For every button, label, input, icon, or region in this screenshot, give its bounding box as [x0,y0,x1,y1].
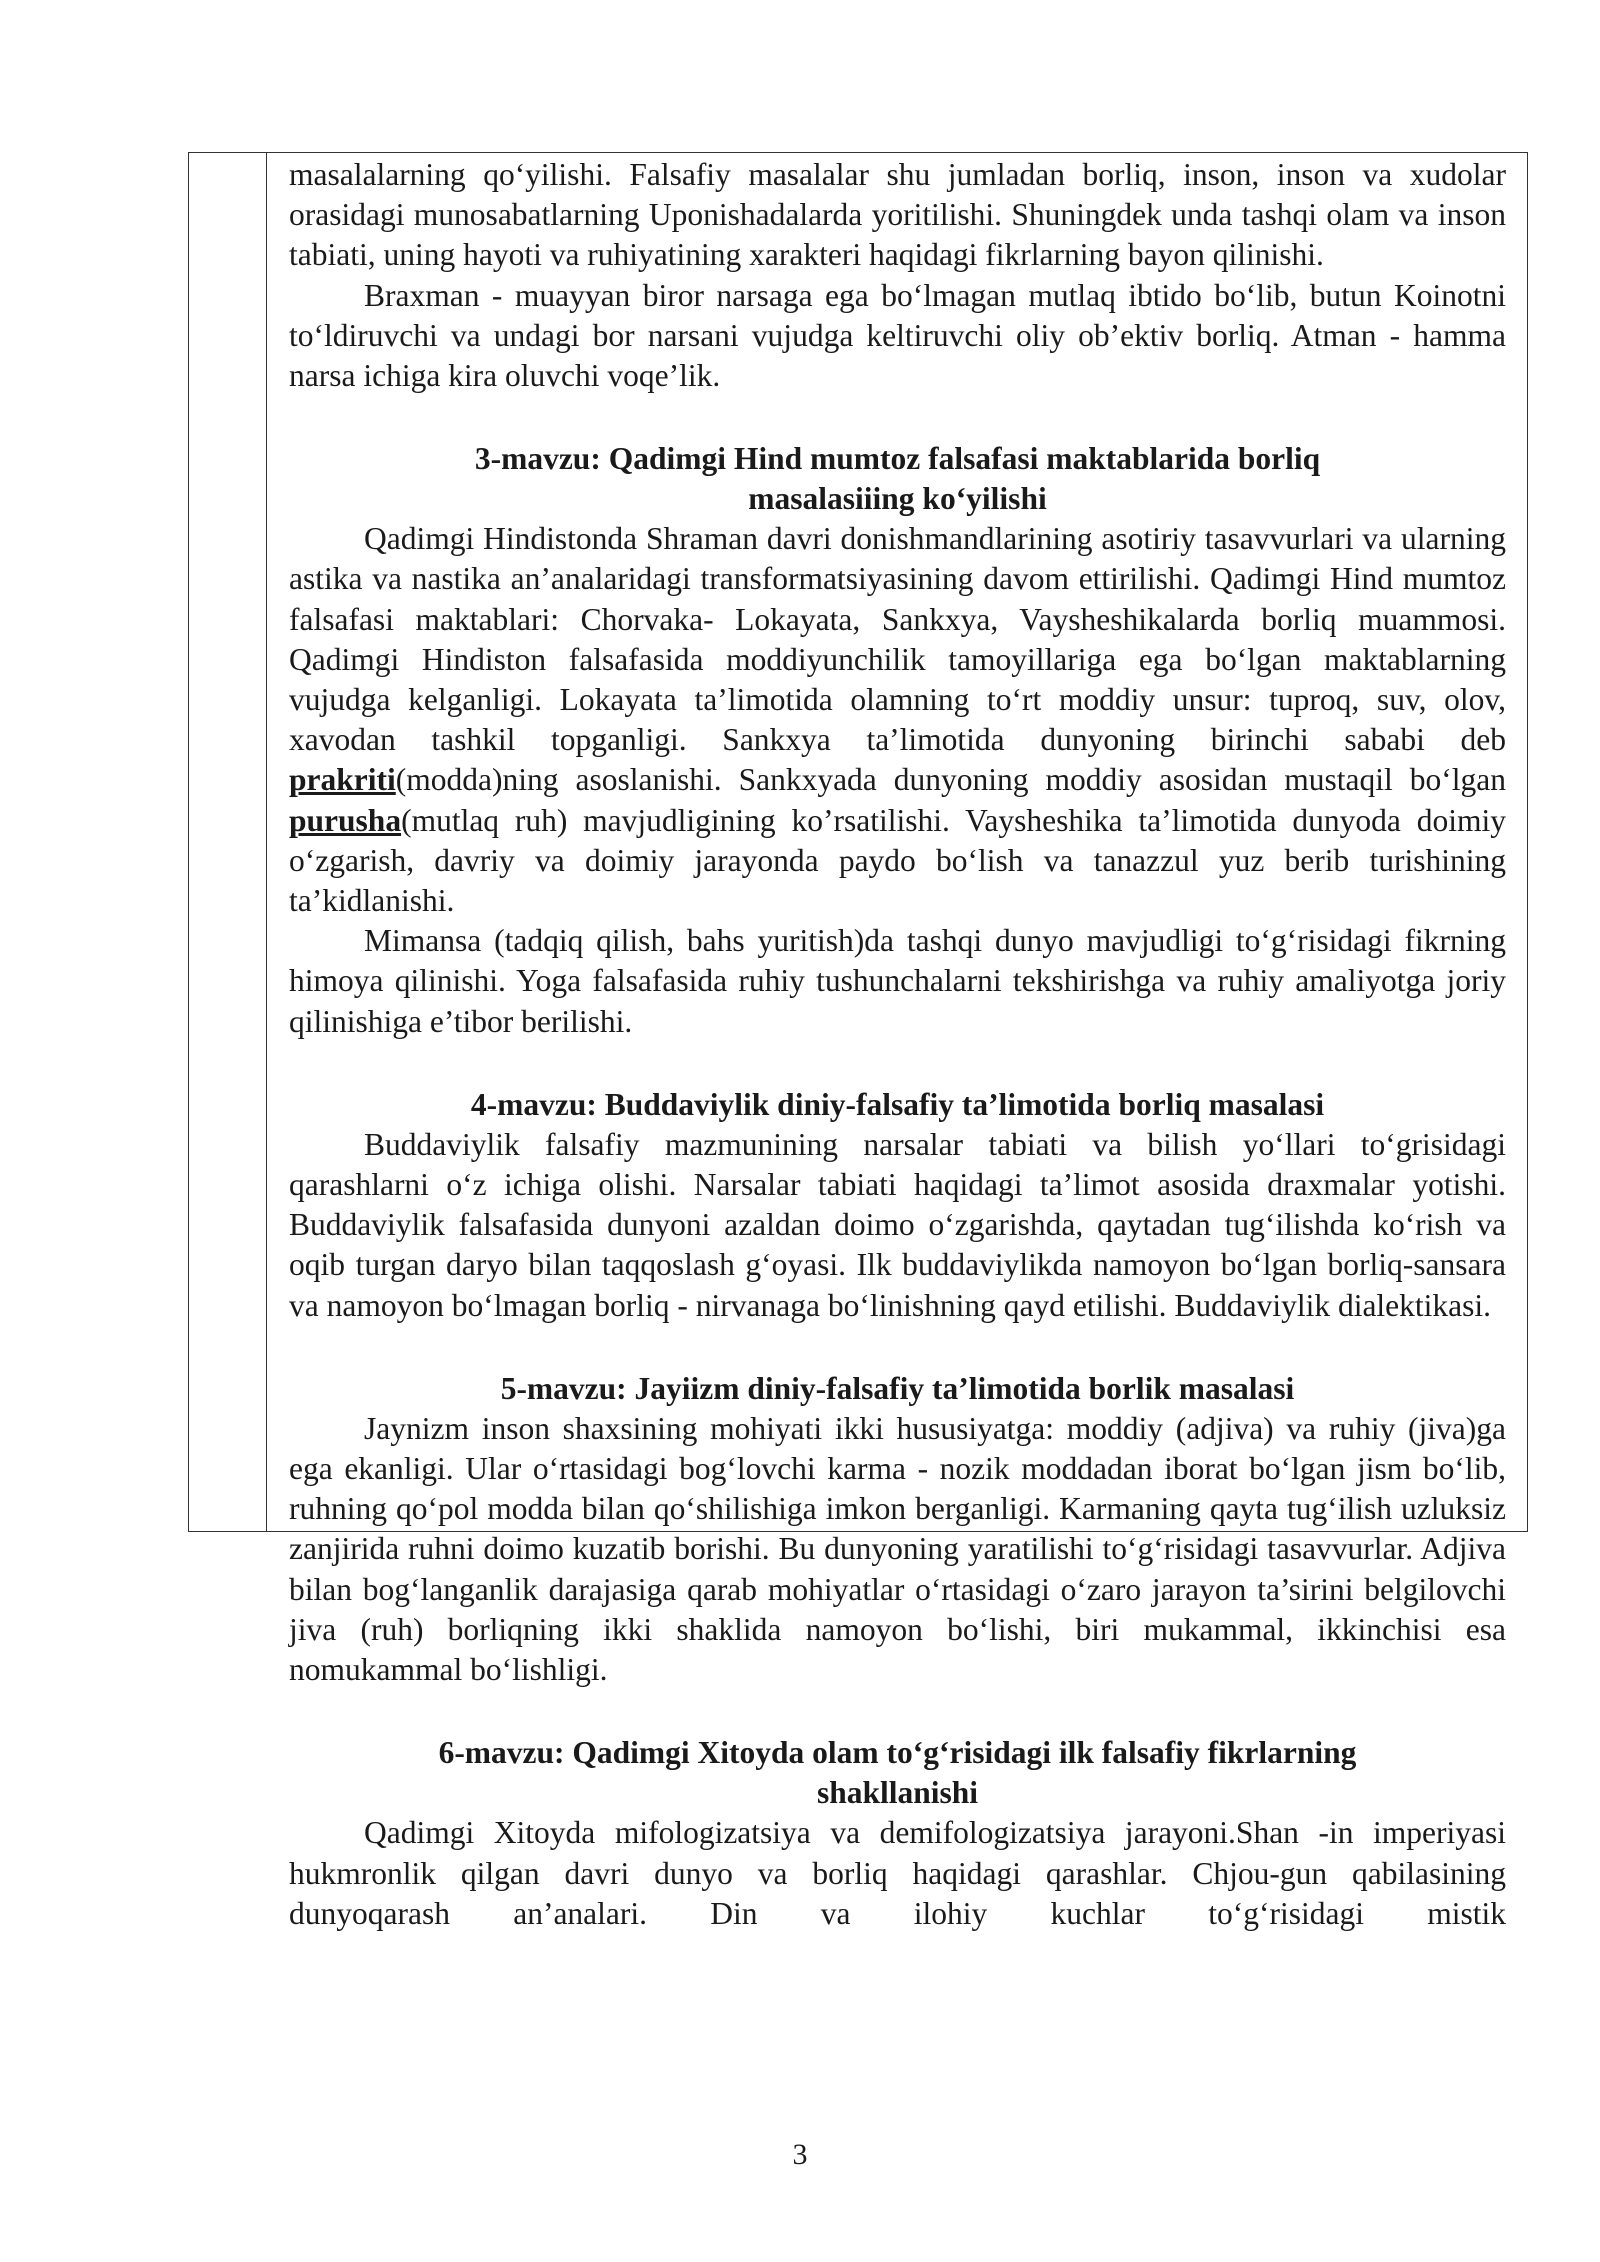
topic6-paragraph-1: Qadimgi Xitoyda mifologizatsiya va demifologizatsiya jarayoni.Shan -in imperiyasi hukmronlik qilgan davri dunyo va borliq haqidagi qarashlar. Chjou-gun qabilasining dunyoqarash an’analari. Din va ilohiy kuchlar to‘g‘risidagi mistik [289,1815,1506,1931]
topic6-title-line1: 6-mavzu: Qadimgi Xitoyda olam to‘g‘risidagi ilk falsafiy fikrlarning [438,1735,1357,1771]
topic3-text-a: Qadimgi Hindistonda Shraman davri donishmandlarining asotiriy tasavvurlari va ularning astika va nastika an’analaridagi transformatsiyasining davom ettirilishi. Qadimgi Hind mumtoz falsafasi maktablari: Chorvaka- Lokayata, Sankxya, Vaysheshikalarda borliq muammosi. Qadimgi Hindiston falsafasida moddiyunchilik tamoyillariga ega bo‘lgan maktablarning vujudga kelganligi. Lokayata ta’limotida olamning to‘rt moddiy unsur: tuproq, suv, olov, xavodan tashkil topganligi. Sankxya ta’limotida dunyoning birinchi sababi deb [289,521,1506,758]
intro-paragraph-2: Braxman - muayyan biror narsaga ega bo‘lmagan mutlaq ibtido bo‘lib, butun Koinotni to‘ldiruvchi va undagi bor narsani vujudga keltiruvchi oliy ob’ektiv borliq. Atman - hamma narsa ichiga kira oluvchi voqe’lik. [289,277,1506,394]
table-content-column [267,153,1527,1931]
topic6-title-line2: shakllanishi [816,1775,979,1811]
topic5-paragraph-1: Jaynizm inson shaxsining mohiyati ikki hususiyatga: moddiy (adjiva) va ruhiy (jiva)ga ega ekanligi. Ular o‘rtasidagi bog‘lovchi karma - nozik moddadan iborat bo‘lgan jism bo‘lib, ruhning qo‘pol modda bilan qo‘shilishiga imkon berganligi. Karmaning qayta tug‘ilish uzluksiz zanjirida ruhni doimo kuzatib borishi. Bu dunyoning yaratilishi to‘g‘risidagi tasavvurlar. Adjiva bilan bog‘langanlik darajasiga qarab mohiyatlar o‘rtasidagi o‘zaro jarayon ta’sirini belgilovchi jiva (ruh) borliqning ikki shaklida namoyon bo‘lishi, biri mukammal, ikkinchisi esa nomukammal bo‘lishligi. [289,1410,1506,1688]
topic3-title-line1: 3-mavzu: Qadimgi Hind mumtoz falsafasi maktablarida borliq [474,441,1321,477]
topic5-title: 5-mavzu: Jayiizm diniy-falsafiy ta’limotida borlik masalasi [500,1370,1295,1406]
keyword-prakriti: prakriti [289,762,396,798]
topic4-title: 4-mavzu: Buddaviylik diniy-falsafiy ta’limotida borliq masalasi [470,1086,1325,1122]
topic3-text-b: (modda)ning asoslanishi. Sankxyada dunyoning moddiy asosidan mustaqil bo‘lgan [395,762,1506,798]
table-left-column [189,153,267,1531]
topic3-paragraph-2: Mimansa (tadqiq qilish, bahs yuritish)da tashqi dunyo mavjudligi to‘g‘risidagi fikrning himoya qilinishi. Yoga falsafasida ruhiy tushunchalarni tekshirishga va ruhiy amaliyotga joriy qilinishiga e’tibor berilishi. [289,923,1506,1039]
topic4-paragraph-1: Buddaviylik falsafiy mazmunining narsalar tabiati va bilish yo‘llari to‘grisidagi qarashlarni o‘z ichiga olishi. Narsalar tabiati haqidagi ta’limot asosida draxmalar yotishi. Buddaviylik falsafasida dunyoni azaldan doimo o‘zgarishda, qaytadan tug‘ilishda ko‘rish va oqib turgan daryo bilan taqqoslash g‘oyasi. Ilk buddaviylikda namoyon bo‘lgan borliq-sansara va namoyon bo‘lmagan borliq - nirvanaga bo‘linishning qayd etilishi. Buddaviylik dialektikasi. [289,1126,1506,1323]
keyword-purusha: purusha [289,802,402,838]
topic3-text-c: (mutlaq ruh) mavjudligining ko’rsatilishi. Vaysheshika ta’limotida dunyoda doimiy o‘zgarish, davriy va doimiy jarayonda paydo bo‘lish va tanazzul yuz berib turishining ta’kidlanishi. [289,802,1506,919]
content-table [188,152,1528,1931]
topic3-title-line2: masalasiiing ko‘yilishi [748,481,1047,517]
page-number: 3 [792,2138,808,2171]
topic3-paragraph-1 [289,519,1506,921]
intro-paragraph-1: masalalarning qo‘yilishi. Falsafiy masalalar shu jumladan borliq, inson, inson va xudolar orasidagi munosabatlarning Uponishadalarda yoritilishi. Shuningdek unda tashqi olam va inson tabiati, uning hayoti va ruhiyatining xarakteri haqidagi fikrlarning bayon qilinishi. [289,157,1506,273]
